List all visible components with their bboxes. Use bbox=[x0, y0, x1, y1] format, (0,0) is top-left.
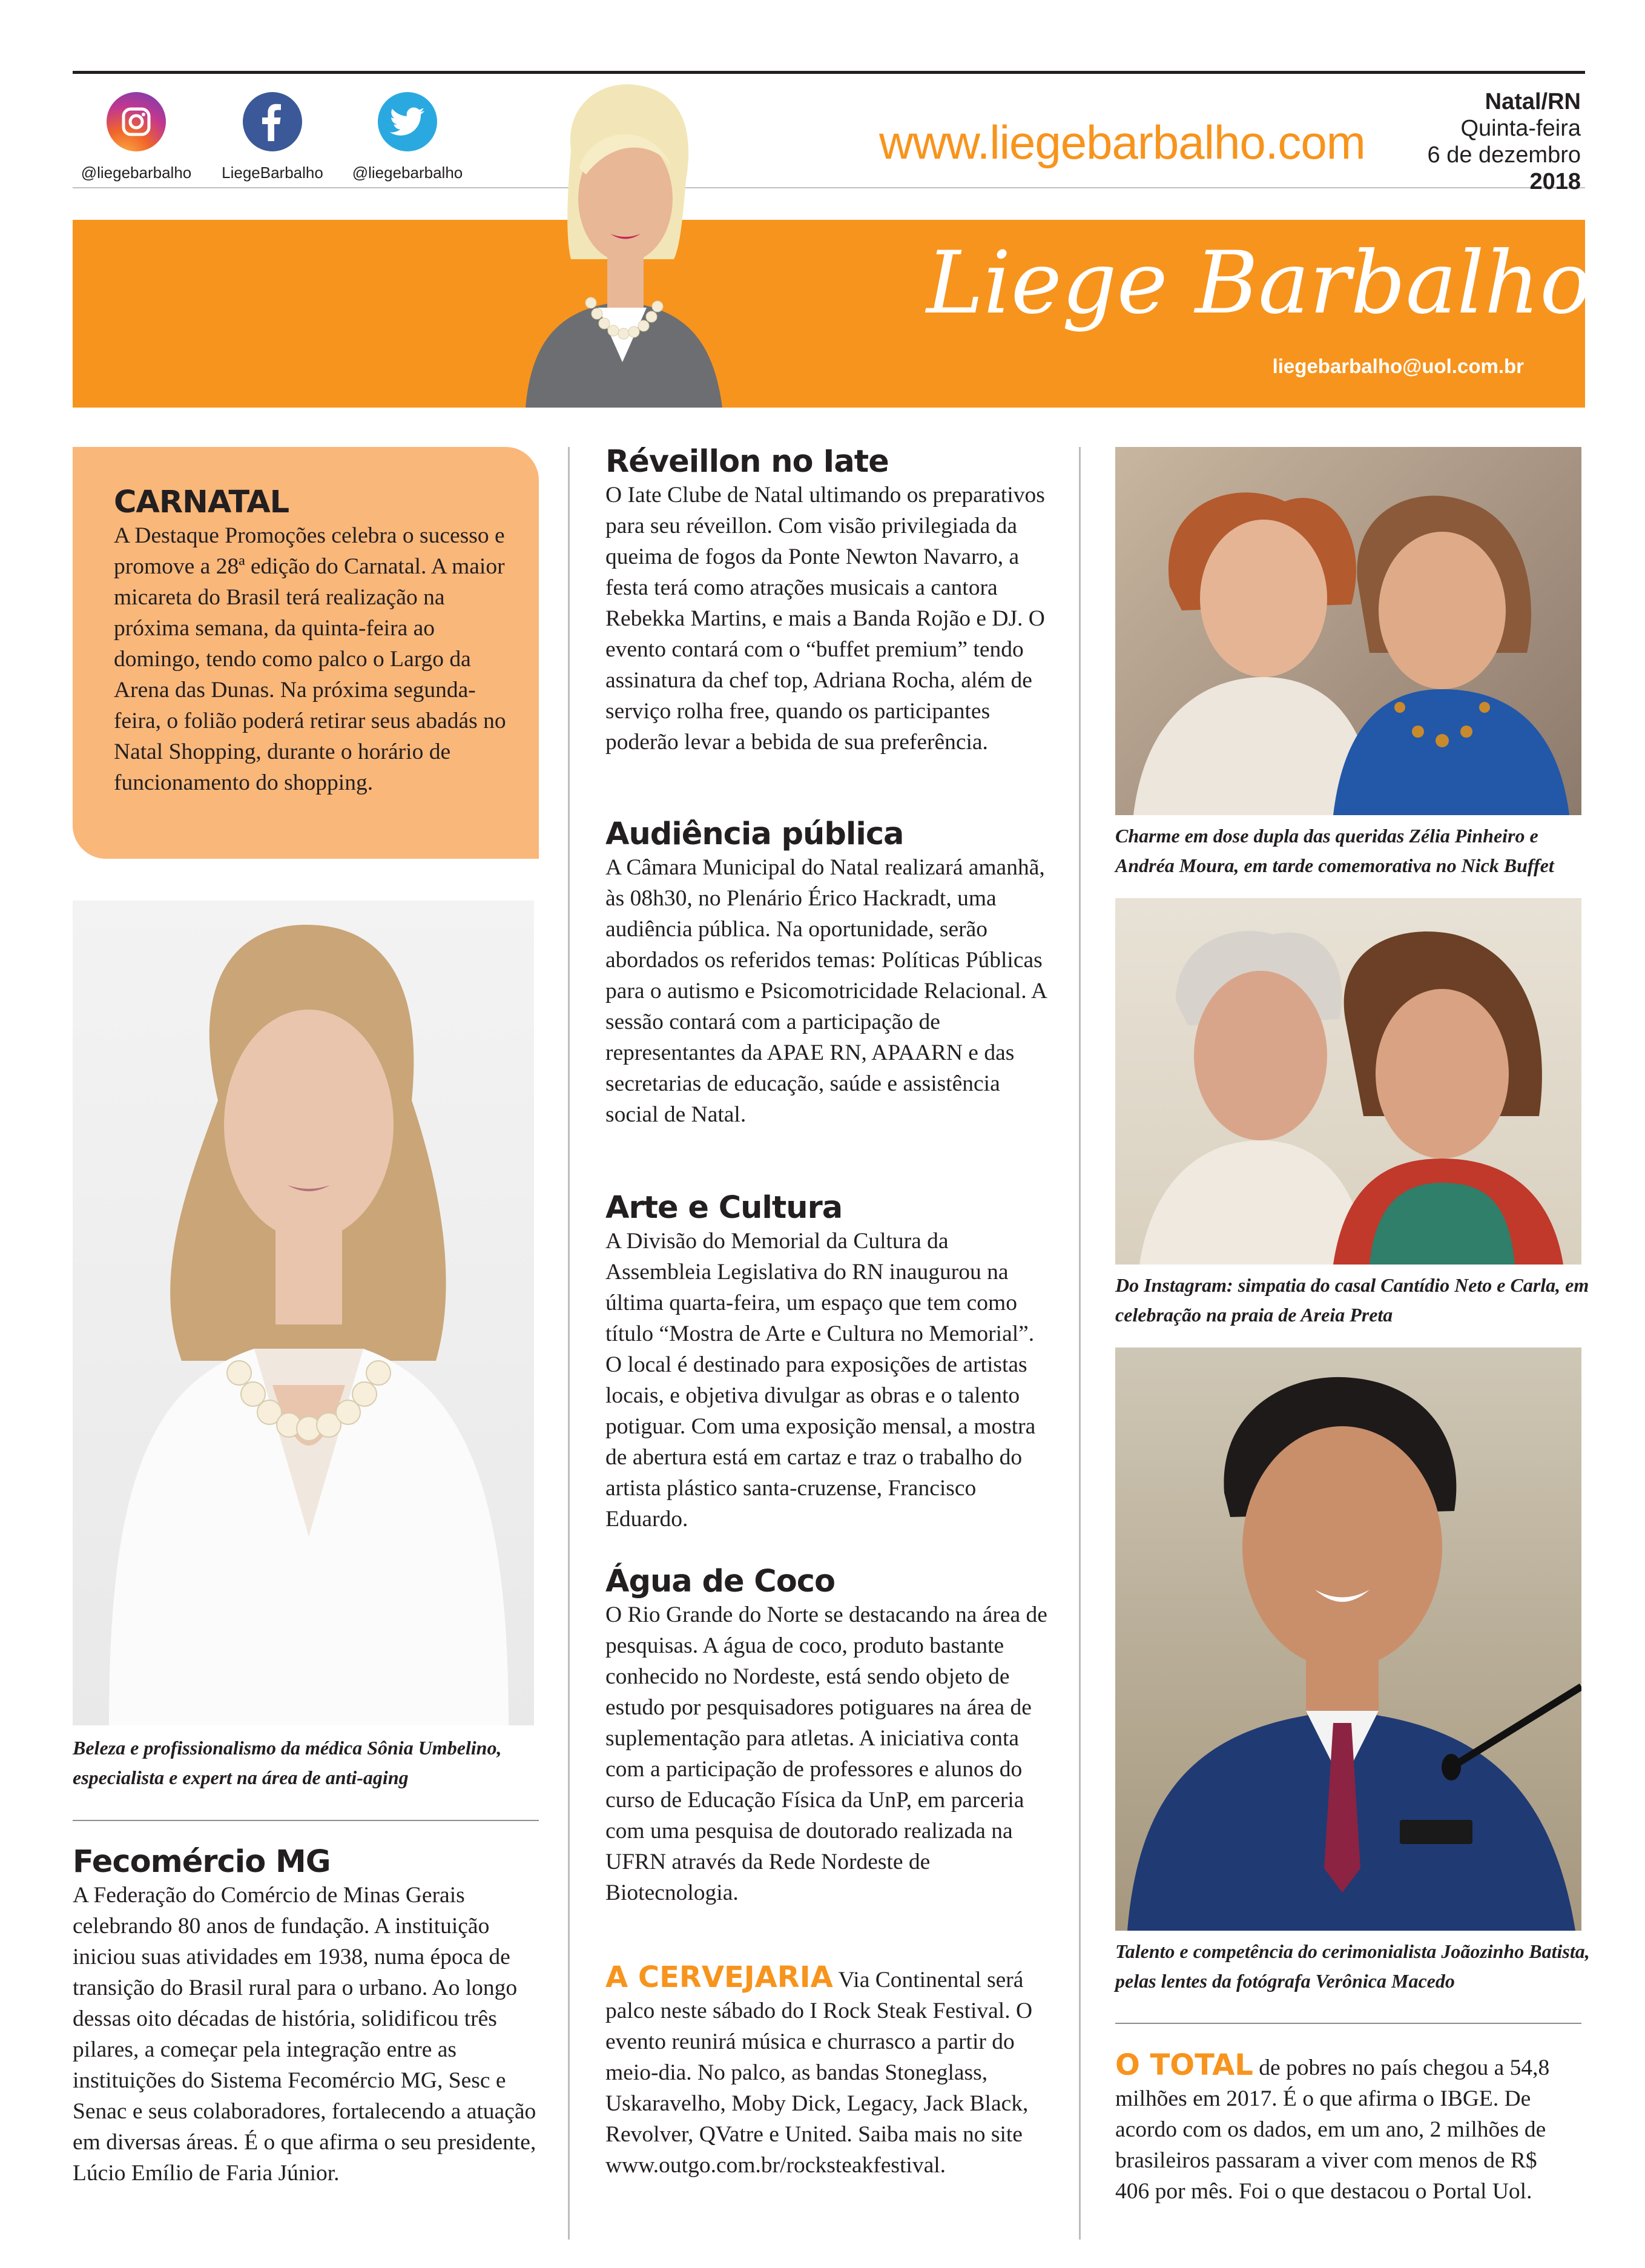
column-divider bbox=[568, 447, 570, 2240]
total-note bbox=[1115, 2050, 1575, 2207]
photo-joaozinho-batista bbox=[1115, 1347, 1581, 1931]
arte-article bbox=[605, 1190, 1053, 1535]
columnist-email[interactable]: liegebarbalho@uol.com.br bbox=[1272, 355, 1524, 377]
audiencia-title: Audiência pública bbox=[605, 816, 904, 852]
agua-text: O Rio Grande do Norte se destacando na área de pesquisas. A água de coco, produto bastante conhecido no Nordeste, está sendo objeto de estudo por pesquisadores potiguares na área de suplementação para atletas. A iniciativa conta com a participação de professores e alunos do curso de Educação Física da UnP, em parceria com uma pesquisa de doutorado realizada na UFRN através da Rede Nordeste de Biotecnologia. bbox=[605, 1602, 1047, 1905]
photo-zelia-andrea bbox=[1115, 447, 1581, 815]
audiencia-article bbox=[605, 816, 1053, 1130]
reveillon-title: Réveillon no Iate bbox=[605, 444, 889, 480]
section-rule bbox=[73, 1820, 539, 1821]
instagram-icon bbox=[107, 92, 166, 151]
cervejaria-kicker: A CERVEJARIA bbox=[605, 1960, 833, 1994]
date: 6 de dezembro bbox=[1427, 142, 1581, 168]
carnatal-text: A Destaque Promoções celebra o sucesso e promove a 28ª edição do Carnatal. A maior micareta do Brasil terá realização na próxima semana, da quinta-feira ao domingo, tendo como palco o Largo da Arena das Dunas. Na próxima segunda-feira, o folião poderá retirar seus abadás no Natal Shopping, durante o horário de funcionamento do shopping. bbox=[114, 523, 506, 795]
reveillon-article bbox=[605, 444, 1053, 758]
fecomercio-title: Fecomércio MG bbox=[73, 1844, 331, 1880]
fecomercio-text: A Federação do Comércio de Minas Gerais celebrando 80 anos de fundação. A instituição iniciou suas atividades em 1938, numa época de transição do Brasil rural para o urbano. Ao longo dessas oito décadas de história, solidificou três pilares, a começar pela integração entre as instituições do Sistema Fecomércio MG, Sesc e Senac e seus colaboradores, fortalecendo a atuação em diversas áreas. É o que afirma o seu presidente, Lúcio Emílio de Faria Júnior. bbox=[73, 1883, 536, 2186]
city: Natal/RN bbox=[1485, 89, 1581, 114]
header-rule bbox=[73, 187, 1585, 188]
section-rule bbox=[1115, 2023, 1581, 2024]
carnatal-article bbox=[114, 484, 507, 798]
weekday: Quinta-feira bbox=[1460, 116, 1581, 141]
fecomercio-article bbox=[73, 1844, 545, 2189]
top-rule bbox=[73, 71, 1585, 74]
column-divider bbox=[1079, 447, 1081, 2240]
carnatal-title: CARNATAL bbox=[114, 484, 289, 520]
total-kicker: O TOTAL bbox=[1115, 2048, 1253, 2082]
columnist-portrait bbox=[513, 78, 731, 408]
photo-sonia-umbelino bbox=[73, 901, 534, 1725]
columnist-name: Liege Barbalho bbox=[926, 233, 1592, 333]
year: 2018 bbox=[1529, 169, 1581, 194]
website-url[interactable]: www.liegebarbalho.com bbox=[879, 116, 1365, 169]
agua-title: Água de Coco bbox=[605, 1564, 836, 1599]
total-text: de pobres no país chegou a 54,8 milhões em 2017. É o que afirma o IBGE. De acordo com os dados, em um ano, 2 milhões de brasileiros passaram a viver com menos de R$ 406 por mês. Foi o que destacou o Portal Uol. bbox=[1115, 2055, 1550, 2204]
facebook-link[interactable] bbox=[200, 92, 345, 182]
arte-text: A Divisão do Memorial da Cultura da Assembleia Legislativa do RN inaugurou na última quarta-feira, um espaço que tem como título “Mostra de Arte e Cultura no Memorial”. O local é destinado para exposições de artistas locais, e objetiva divulgar as obras e o talento potiguar. Com uma exposição mensal, a mostra de abertura está em cartaz e traz o trabalho do artista plástico santa-cruzense, Francisco Eduardo. bbox=[605, 1229, 1036, 1532]
instagram-link[interactable] bbox=[64, 92, 209, 182]
audiencia-text: A Câmara Municipal do Natal realizará amanhã, às 08h30, no Plenário Érico Hackradt, uma audiência pública. Na oportunidade, serão abordados os referidos temas: Políticas Públicas para o autismo e Psicomotricidade Relacional. A sessão contará com a participação de representantes da APAE RN, APAARN e das secretarias de educação, saúde e assistência social de Natal. bbox=[605, 855, 1046, 1127]
dateline bbox=[1428, 88, 1581, 195]
twitter-icon bbox=[378, 92, 437, 151]
photo-caption-cantidio-carla: Do Instagram: simpatia do casal Cantídio Neto e Carla, em celebração na praia de Areia Preta bbox=[1115, 1274, 1589, 1326]
photo-caption-zelia-andrea: Charme em dose dupla das queridas Zélia Pinheiro e Andréa Moura, em tarde comemorativa no Nick Buffet bbox=[1115, 825, 1554, 876]
photo-caption-joaozinho: Talento e competência do cerimonialista Joãozinho Batista, pelas lentes da fotógrafa Verônica Macedo bbox=[1115, 1940, 1590, 1992]
agua-article bbox=[605, 1564, 1053, 1908]
arte-title: Arte e Cultura bbox=[605, 1190, 843, 1226]
facebook-icon bbox=[243, 92, 302, 151]
twitter-link[interactable] bbox=[335, 92, 480, 182]
facebook-handle: LiegeBarbalho bbox=[222, 164, 323, 182]
cervejaria-note bbox=[605, 1962, 1053, 2181]
photo-cantidio-carla bbox=[1115, 898, 1581, 1265]
cervejaria-text: Via Continental será palco neste sábado do I Rock Steak Festival. O evento reunirá música e churrasco a partir do meio-dia. No palco, as bandas Stoneglass, Uskaravelho, Moby Dick, Legacy, Jack Black, Revolver, QVatre e United. Saiba mais no site www.outgo.com.br/rocksteakfestival. bbox=[605, 1968, 1033, 2178]
twitter-handle: @liegebarbalho bbox=[352, 164, 463, 182]
reveillon-text: O Iate Clube de Natal ultimando os preparativos para seu réveillon. Com visão privilegiada da queima de fogos da Ponte Newton Navarro, a festa terá como atrações musicais a cantora Rebekka Martins, e mais a Banda Rojão e DJ. O evento contará com o “buffet premium” tendo assinatura da chef top, Adriana Rocha, além de serviço rolha free, quando os participantes poderão levar a bebida de sua preferência. bbox=[605, 483, 1045, 755]
photo-caption-sonia: Beleza e profissionalismo da médica Sônia Umbelino, especialista e expert na área de anti-aging bbox=[73, 1737, 502, 1788]
instagram-handle: @liegebarbalho bbox=[81, 164, 192, 182]
